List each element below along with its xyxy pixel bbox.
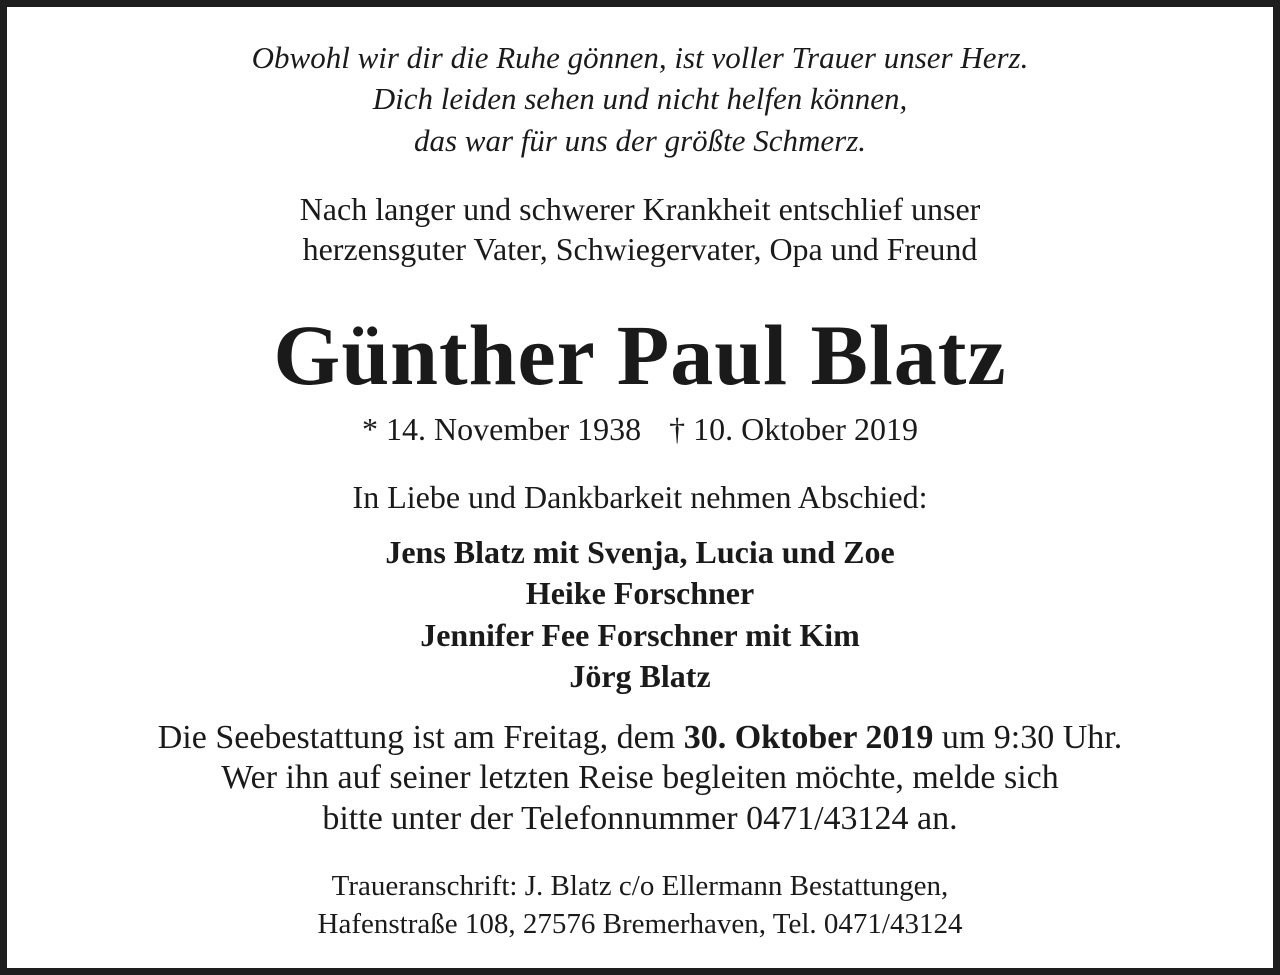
mourner-1: Jens Blatz mit Svenja, Lucia und Zoe (385, 534, 895, 570)
address-line-1: Traueranschrift: J. Blatz c/o Ellermann Bestattungen, (331, 870, 949, 902)
birth-date: * 14. November 1938 (362, 411, 642, 447)
funeral-line-3: bitte unter der Telefonnummer 0471/43124 an. (322, 800, 958, 837)
poem-line-2: Dich leiden sehen und nicht helfen können, (372, 81, 908, 116)
address-line-2: Hafenstraße 108, 27576 Bremerhaven, Tel. 0471/43124 (317, 908, 963, 940)
death-date: † 10. Oktober 2019 (669, 411, 918, 447)
funeral-line-2: Wer ihn auf seiner letzten Reise begleiten möchte, melde sich (221, 759, 1059, 796)
poem-line-3: das war für uns der größte Schmerz. (413, 123, 867, 158)
deceased-name: Günther Paul Blatz (273, 307, 1007, 403)
mourner-4: Jörg Blatz (569, 658, 711, 694)
intro-line-1: Nach langer und schwerer Krankheit entschlief unser (299, 191, 981, 227)
intro-line-2: herzensguter Vater, Schwiegervater, Opa und Freund (302, 231, 978, 267)
funeral-text-pre: Die Seebestattung ist am Freitag, dem (157, 719, 684, 756)
funeral-line-1 (0, 719, 1280, 757)
mourners-heading: In Liebe und Dankbarkeit nehmen Abschied: (352, 479, 928, 515)
life-dates (0, 411, 1280, 448)
mourner-3: Jennifer Fee Forschner mit Kim (420, 617, 860, 653)
funeral-date: 30. Oktober 2019 (683, 719, 934, 756)
funeral-text-post: um 9:30 Uhr. (933, 719, 1123, 756)
mourner-2: Heike Forschner (525, 575, 755, 611)
poem-line-1: Obwohl wir dir die Ruhe gönnen, ist voller Trauer unser Herz. (251, 40, 1029, 75)
